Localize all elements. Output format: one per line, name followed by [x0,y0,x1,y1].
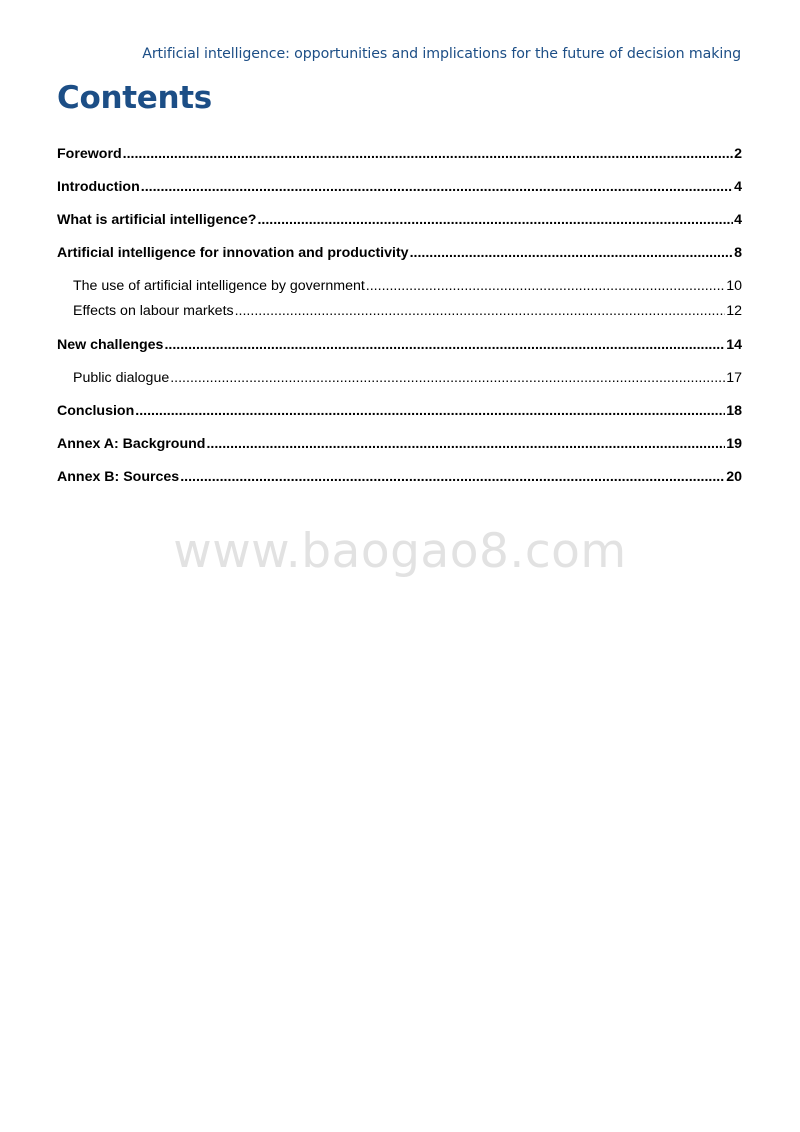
toc-entry-label: The use of artificial intelligence by government [73,278,365,294]
dot-leader [366,277,725,295]
dot-leader [135,402,725,420]
toc-entry-label: Foreword [57,146,122,162]
toc-page-number: 4 [734,179,742,195]
page-title: Contents [57,80,212,116]
toc-page-number: 4 [734,212,742,228]
dot-leader [235,302,726,320]
toc-page-number: 19 [726,436,742,452]
toc-page-number: 2 [734,146,742,162]
dot-leader [206,435,725,453]
dot-leader [170,369,725,387]
toc-page-number: 17 [726,370,742,386]
toc-entry-label: Conclusion [57,403,135,419]
toc-entry-label: New challenges [57,337,164,353]
toc-page-number: 14 [726,337,742,353]
dot-leader [410,244,734,262]
toc-page-number: 10 [726,278,742,294]
toc-entry-conclusion[interactable] [57,402,742,420]
toc-page-number: 18 [726,403,742,419]
toc-entry-what-is-ai[interactable] [57,211,742,229]
dot-leader [141,178,733,196]
toc-entry-label: What is artificial intelligence? [57,212,257,228]
toc-entry-label: Public dialogue [73,370,170,386]
running-header: Artificial intelligence: opportunities and implications for the future of decision making [142,46,741,62]
toc-entry-label: Artificial intelligence for innovation and productivity [57,245,409,261]
toc-page-number: 20 [726,469,742,485]
toc-entry-ai-by-government[interactable] [73,277,742,295]
toc-page-number: 12 [726,303,742,319]
toc-entry-label: Effects on labour markets [73,303,234,319]
toc-entry-new-challenges[interactable] [57,336,742,354]
toc-entry-annex-a[interactable] [57,435,742,453]
toc-entry-labour-markets[interactable] [73,302,742,320]
toc-entry-foreword[interactable] [57,145,742,163]
toc-entry-public-dialogue[interactable] [73,369,742,387]
dot-leader [164,336,725,354]
toc-entry-annex-b[interactable] [57,468,742,486]
watermark: www.baogao8.com [173,524,627,579]
toc-page-number: 8 [734,245,742,261]
toc-entry-introduction[interactable] [57,178,742,196]
toc-entry-label: Annex A: Background [57,436,206,452]
toc-entry-label: Introduction [57,179,140,195]
toc-entry-innovation-productivity[interactable] [57,244,742,262]
dot-leader [257,211,733,229]
toc-entry-label: Annex B: Sources [57,469,180,485]
dot-leader [180,468,725,486]
dot-leader [123,145,733,163]
